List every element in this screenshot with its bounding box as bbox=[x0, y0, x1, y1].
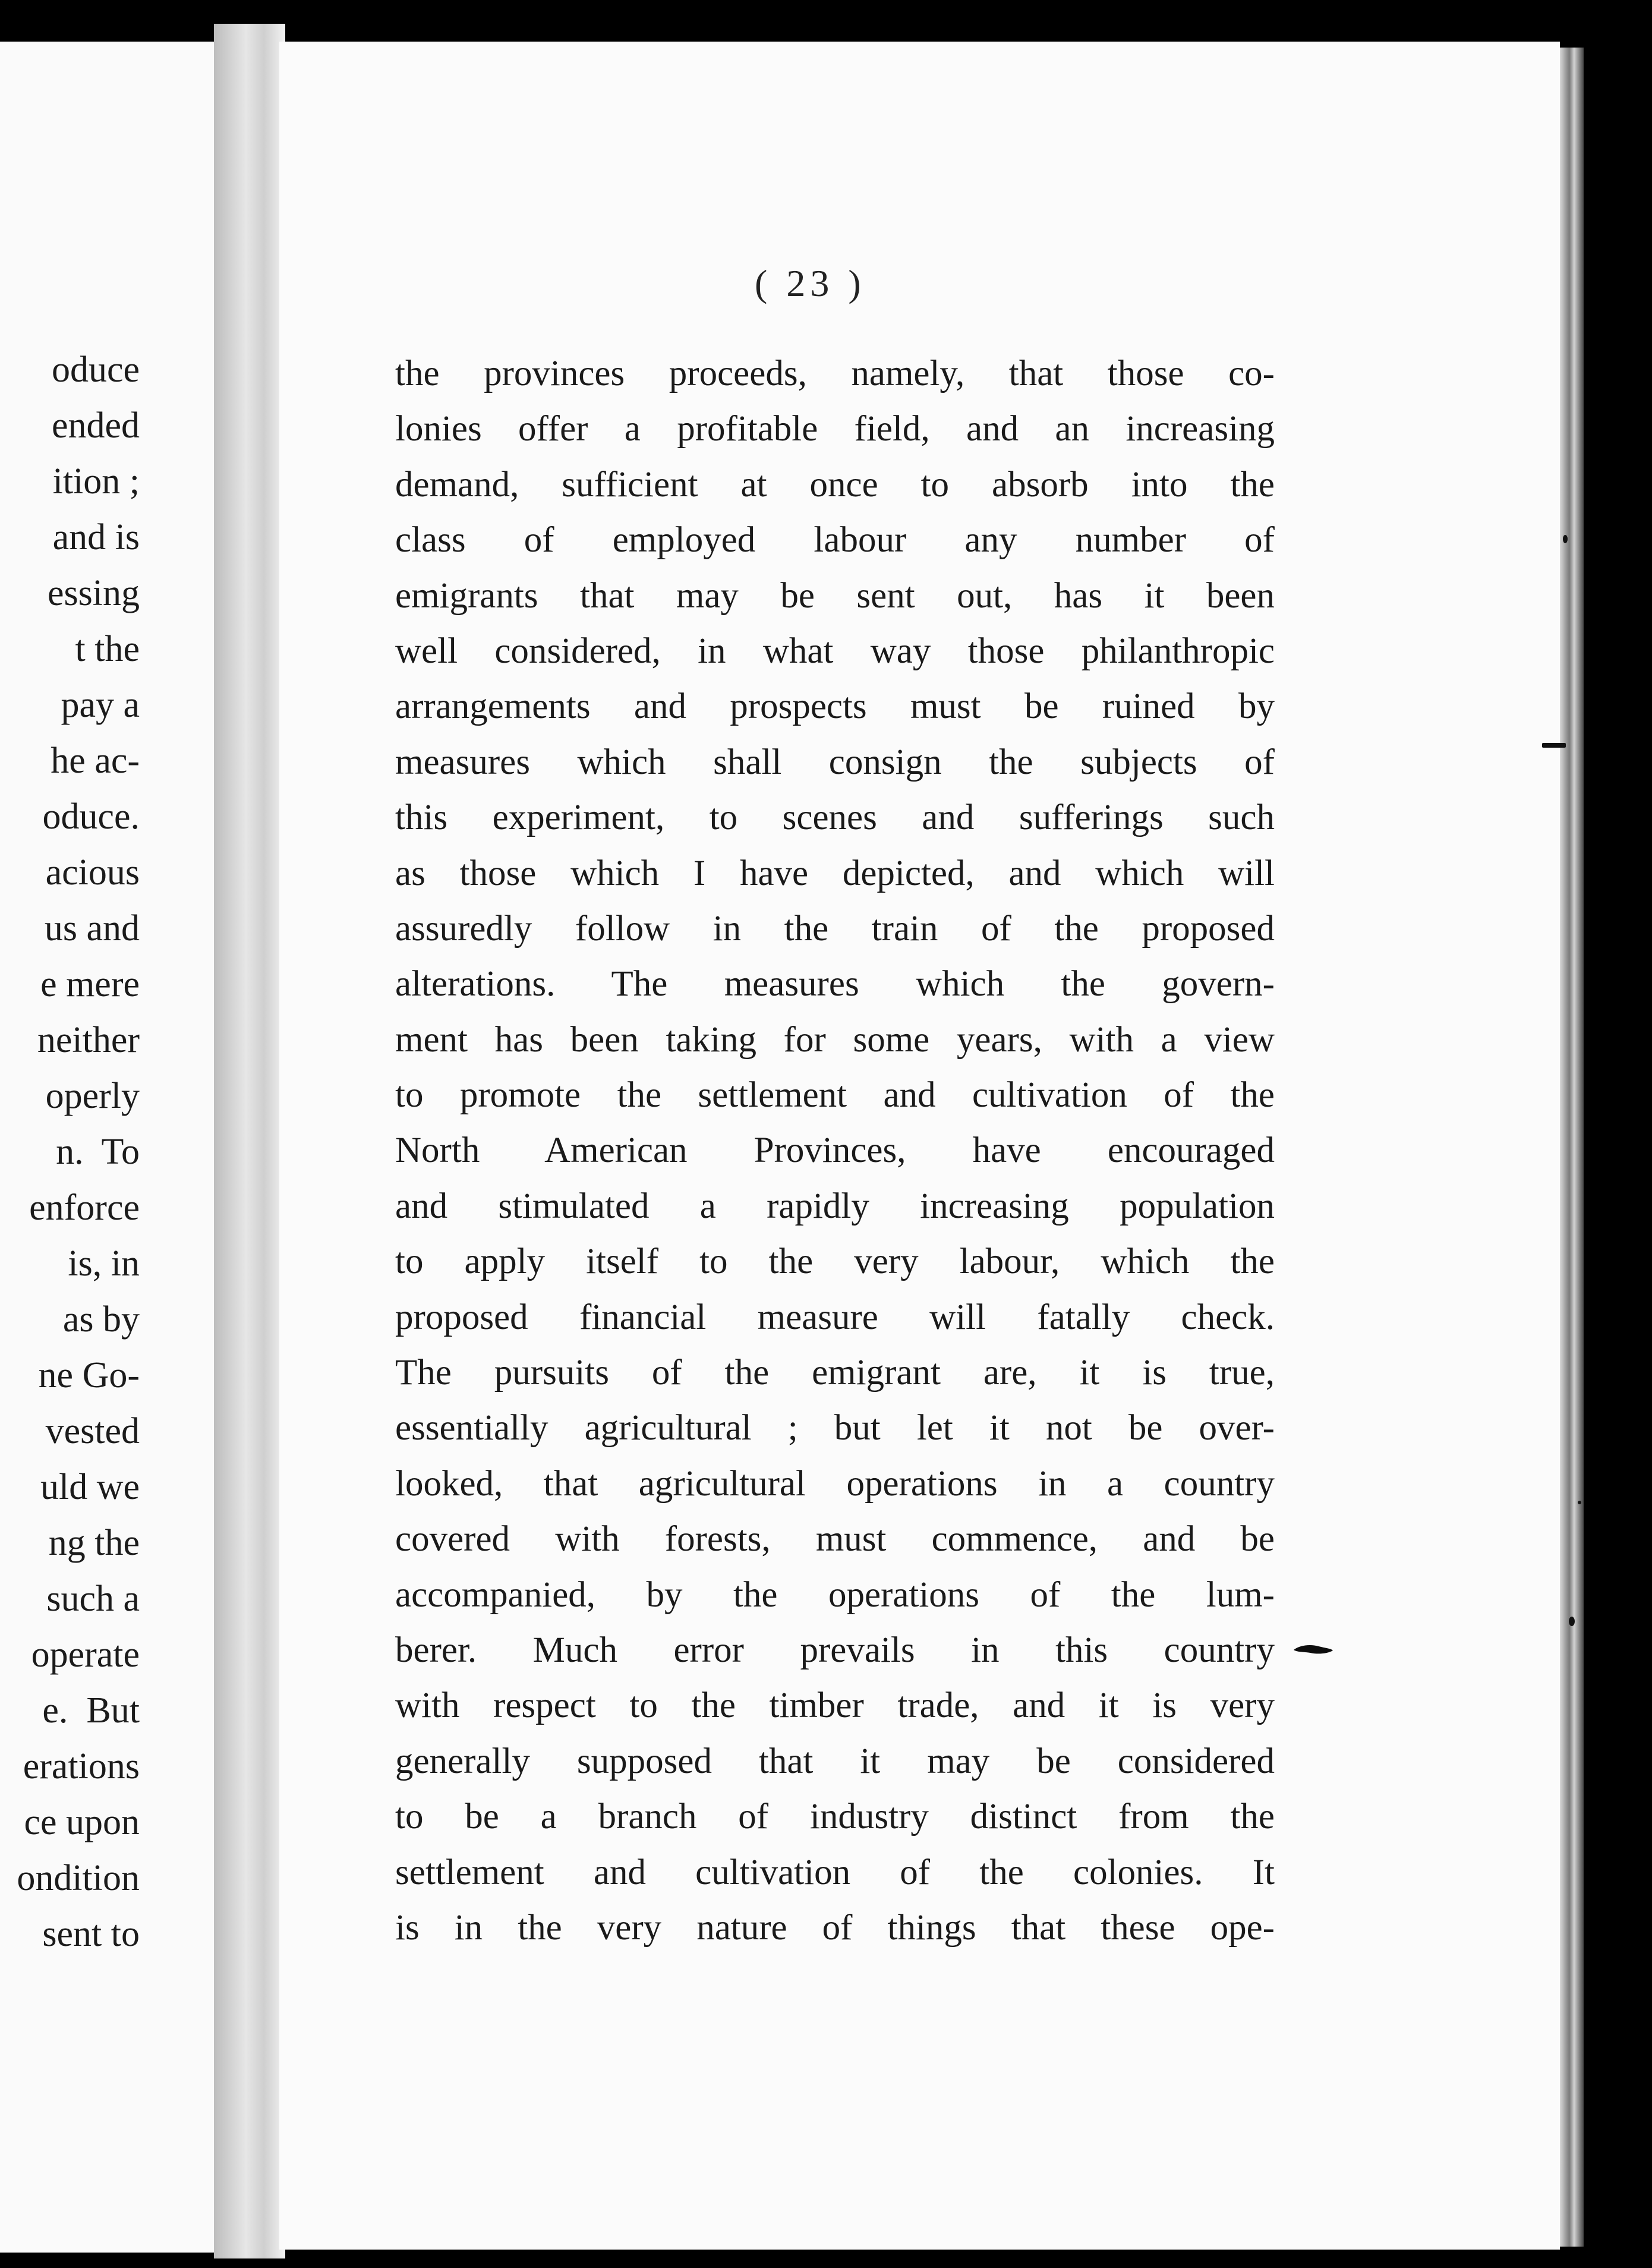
left-page-line: vested bbox=[45, 1411, 140, 1451]
left-page-fragment bbox=[0, 42, 250, 2253]
text-line: The pursuits of the emigrant are, it is true, bbox=[395, 1353, 1275, 1393]
left-page-line: us and bbox=[44, 908, 140, 949]
left-page-line: sent to bbox=[42, 1914, 140, 1954]
text-line: with respect to the timber trade, and it is very bbox=[395, 1686, 1275, 1726]
left-page-line: essing bbox=[48, 573, 140, 613]
text-line: this experiment, to scenes and sufferings such bbox=[395, 798, 1275, 838]
scan-speck bbox=[1569, 1617, 1575, 1626]
text-line: as those which I have depicted, and which will bbox=[395, 853, 1275, 893]
left-page-line: is, in bbox=[68, 1243, 140, 1284]
scan-speck bbox=[1542, 743, 1566, 748]
text-line: emigrants that may be sent out, has it been bbox=[395, 575, 1275, 616]
left-page-line: oduce. bbox=[42, 796, 140, 837]
left-page-line: ce upon bbox=[24, 1802, 140, 1842]
left-page-line: e mere bbox=[40, 964, 140, 1004]
text-line: arrangements and prospects must be ruined by bbox=[395, 686, 1275, 727]
text-line: looked, that agricultural operations in a country bbox=[395, 1463, 1275, 1504]
left-page-line: ition ; bbox=[52, 461, 140, 502]
left-page-line: ne Go- bbox=[38, 1355, 140, 1396]
text-line: demand, sufficient at once to absorb into the bbox=[395, 464, 1275, 505]
left-page-line: as by bbox=[62, 1299, 140, 1340]
left-page-line: ondition bbox=[17, 1858, 140, 1898]
text-line: and stimulated a rapidly increasing population bbox=[395, 1186, 1275, 1226]
left-page-line: operly bbox=[45, 1076, 140, 1116]
text-line: generally supposed that it may be considered bbox=[395, 1741, 1275, 1781]
scan-speck bbox=[1563, 535, 1568, 543]
body-text bbox=[395, 346, 1275, 1955]
text-line: alterations. The measures which the govern- bbox=[395, 964, 1275, 1004]
left-page-line: e. But bbox=[42, 1690, 140, 1731]
text-line: class of employed labour any number of bbox=[395, 520, 1275, 560]
text-line: lonies offer a profitable field, and an increasing bbox=[395, 409, 1275, 449]
text-line: well considered, in what way those philanthropic bbox=[395, 631, 1275, 671]
text-line: is in the very nature of things that these ope- bbox=[395, 1907, 1275, 1948]
text-line: to be a branch of industry distinct from the bbox=[395, 1797, 1275, 1837]
text-line: settlement and cultivation of the colonies. It bbox=[395, 1852, 1275, 1892]
left-page-line: enforce bbox=[29, 1187, 140, 1228]
text-line: to apply itself to the very labour, which the bbox=[395, 1242, 1275, 1282]
left-page-line: such a bbox=[46, 1579, 140, 1619]
text-line: essentially agricultural ; but let it not be over- bbox=[395, 1408, 1275, 1448]
left-page-line: acious bbox=[45, 852, 140, 893]
left-page-line: uld we bbox=[40, 1467, 140, 1507]
text-line: the provinces proceeds, namely, that those co- bbox=[395, 354, 1275, 393]
page-number: ( 23 ) bbox=[755, 262, 866, 304]
left-page-line: pay a bbox=[61, 685, 140, 725]
left-page-line: oduce bbox=[51, 349, 140, 390]
left-page-line: and is bbox=[52, 517, 140, 557]
left-page-text bbox=[0, 342, 140, 1962]
text-line: berer. Much error prevails in this country bbox=[395, 1630, 1275, 1670]
text-line: covered with forests, must commence, and be bbox=[395, 1519, 1275, 1560]
left-page-line: ended bbox=[51, 405, 140, 446]
text-line: to promote the settlement and cultivation of the bbox=[395, 1075, 1275, 1116]
left-page-line: erations bbox=[23, 1746, 140, 1787]
text-line: assuredly follow in the train of the proposed bbox=[395, 908, 1275, 949]
left-page-line: neither bbox=[37, 1020, 140, 1060]
text-line: ment has been taking for some years, with a view bbox=[395, 1019, 1275, 1060]
ink-blot-mark bbox=[1292, 1640, 1334, 1658]
left-page-line: he ac- bbox=[51, 741, 140, 781]
page-stack-edge bbox=[1560, 48, 1584, 2247]
text-line: accompanied, by the operations of the lum- bbox=[395, 1574, 1275, 1615]
text-line: North American Provinces, have encouraged bbox=[395, 1130, 1275, 1171]
left-page-line: n. To bbox=[56, 1132, 140, 1172]
text-line: measures which shall consign the subjects of bbox=[395, 742, 1275, 782]
left-page-line: t the bbox=[75, 629, 140, 669]
left-page-line: ng the bbox=[48, 1523, 140, 1563]
text-line: proposed financial measure will fatally check. bbox=[395, 1297, 1275, 1337]
book-gutter bbox=[214, 24, 285, 2258]
left-page-line: operate bbox=[31, 1634, 140, 1675]
scan-speck bbox=[1578, 1501, 1581, 1504]
